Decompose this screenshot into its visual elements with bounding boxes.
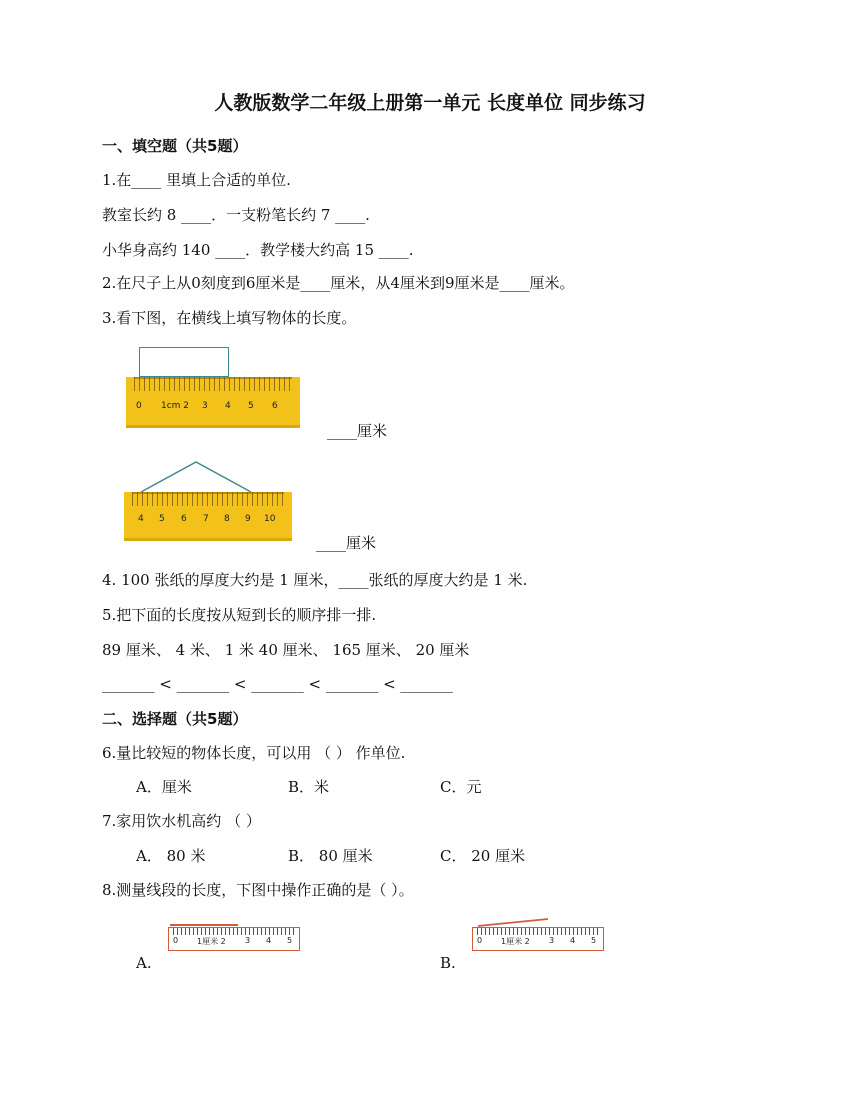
question-1-line-2: 小华身高约 140 ____．教学楼大约高 15 ____.: [102, 241, 414, 259]
segment-a: [170, 924, 238, 926]
question-5-order-blanks: _______ < _______ < _______ < _______ < _______: [102, 675, 453, 693]
question-7-option-a: A． 80 米: [136, 847, 206, 865]
ruler-option-b: [472, 927, 604, 951]
question-7-option-c: C． 20 厘米: [440, 847, 526, 865]
ruler-2-label: 9: [245, 514, 251, 524]
ruler-a-label: 1厘米 2: [197, 937, 226, 946]
ruler-b-label: 3: [549, 936, 555, 945]
ruler-1-label: 6: [272, 401, 278, 411]
ruler-a-label: 3: [245, 936, 251, 945]
ruler-1-label: 1cm 2: [161, 401, 190, 411]
ruler-2-label: 7: [203, 514, 209, 524]
ruler-b-label: 5: [591, 936, 597, 945]
ruler-1-label: 0: [136, 401, 142, 411]
section-heading-choice: 二、选择题（共5题）: [102, 710, 248, 728]
question-6-stem: 6.量比较短的物体长度，可以用 （ ） 作单位.: [102, 744, 406, 762]
ruler-2-label: 10: [264, 514, 276, 524]
ruler-b-label: 0: [477, 936, 483, 945]
question-1-stem: 1.在____ 里填上合适的单位.: [102, 171, 291, 189]
question-7-stem: 7.家用饮水机高约 （ ）: [102, 812, 261, 830]
question-3-answer-2: ____厘米: [316, 534, 377, 552]
question-3-answer-1: ____厘米: [327, 422, 388, 440]
question-8-stem: 8.测量线段的长度，下图中操作正确的是（ ）。: [102, 881, 414, 899]
ruler-b-label: 4: [570, 936, 576, 945]
question-3-stem: 3.看下图，在横线上填写物体的长度。: [102, 309, 357, 327]
question-7-option-b: B． 80 厘米: [288, 847, 373, 865]
ruler-2-label: 8: [224, 514, 230, 524]
ruler-a-label: 0: [173, 936, 179, 945]
ruler-a-label: 5: [287, 936, 293, 945]
ruler-figure-1: [126, 377, 300, 428]
ruler-option-a: [168, 927, 300, 951]
ruler-b-label: 1厘米 2: [501, 937, 530, 946]
ruler-figure-2: [124, 492, 292, 541]
question-5-items: 89 厘米、 4 米、 1 米 40 厘米、 165 厘米、 20 厘米: [102, 641, 470, 659]
question-1-line-1: 教室长约 8 ____．一支粉笔长约 7 ____.: [102, 206, 370, 224]
section-heading-fill: 一、填空题（共5题）: [102, 137, 248, 155]
ruler-2-label: 5: [159, 514, 165, 524]
question-8-option-b: B.: [440, 954, 456, 972]
question-2: 2.在尺子上从0刻度到6厘米是____厘米，从4厘米到9厘米是____厘米。: [102, 274, 575, 292]
question-8-option-a: A.: [136, 954, 152, 972]
question-4: 4. 100 张纸的厚度大约是 1 厘米，____张纸的厚度大约是 1 米.: [102, 571, 528, 589]
ruler-1-label: 5: [248, 401, 254, 411]
page-title: 人教版数学二年级上册第一单元 长度单位 同步练习: [214, 92, 646, 114]
measured-triangle: [138, 460, 254, 493]
question-6-option-b: B．米: [288, 778, 330, 796]
ruler-1-label: 3: [202, 401, 208, 411]
question-6-option-c: C．元: [440, 778, 482, 796]
ruler-a-label: 4: [266, 936, 272, 945]
question-5-stem: 5.把下面的长度按从短到长的顺序排一排.: [102, 606, 377, 624]
ruler-1-label: 4: [225, 401, 231, 411]
question-6-option-a: A．厘米: [136, 778, 192, 796]
ruler-2-label: 6: [181, 514, 187, 524]
measured-rectangle: [139, 347, 229, 377]
ruler-2-label: 4: [138, 514, 144, 524]
